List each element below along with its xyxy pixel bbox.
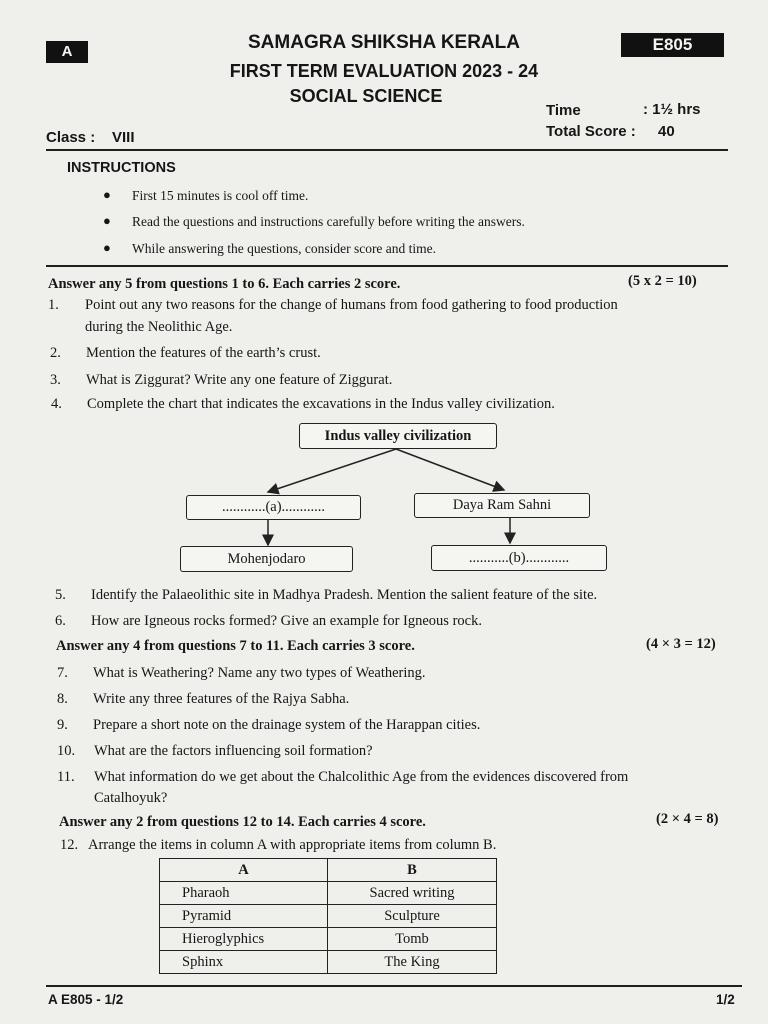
section-marks: (4 × 3 = 12)	[646, 636, 716, 652]
match-table	[159, 858, 497, 974]
table-header-row	[160, 859, 497, 882]
class-label: Class :	[46, 129, 96, 146]
section-marks: (2 × 4 = 8)	[656, 811, 719, 827]
class-value: VIII	[112, 129, 135, 146]
footer-page-number: 1/2	[716, 992, 735, 1007]
bullet-icon: ●	[103, 240, 111, 255]
chart-root-box: Indus valley civilization	[299, 423, 497, 449]
section-heading: Answer any 4 from questions 7 to 11. Each carries 3 score.	[56, 638, 415, 654]
total-score-value: 40	[658, 123, 675, 140]
column-a-header: A	[160, 859, 328, 882]
bullet-icon: ●	[103, 213, 111, 228]
footer-divider	[46, 985, 742, 987]
section-marks: (5 x 2 = 10)	[628, 273, 697, 289]
paper-code-badge: E805	[621, 33, 724, 57]
chart-daya-ram-sahni-box: Daya Ram Sahni	[414, 493, 590, 518]
subject-title: SOCIAL SCIENCE	[289, 86, 443, 106]
table-row: Sphinx The King	[160, 951, 497, 974]
table-row: Pyramid Sculpture	[160, 905, 497, 928]
chart-blank-a-box[interactable]: ............(a)............	[186, 495, 361, 520]
table-row: Pharaoh Sacred writing	[160, 882, 497, 905]
column-b-header: B	[328, 859, 497, 882]
organization-title: SAMAGRA SHIKSHA KERALA	[248, 32, 520, 53]
set-badge: A	[46, 41, 88, 63]
section-heading: Answer any 5 from questions 1 to 6. Each carries 2 score.	[48, 276, 401, 292]
footer-page-code: A E805 - 1/2	[48, 992, 124, 1007]
instructions-title: INSTRUCTIONS	[67, 160, 176, 176]
exam-title: FIRST TERM EVALUATION 2023 - 24	[229, 61, 539, 81]
time-value: : 1½ hrs	[643, 101, 701, 118]
total-score-label: Total Score :	[546, 123, 636, 140]
table-row: Hieroglyphics Tomb	[160, 928, 497, 951]
chart-mohenjodaro-box: Mohenjodaro	[180, 546, 353, 572]
section-heading: Answer any 2 from questions 12 to 14. Each carries 4 score.	[59, 814, 426, 830]
time-label: Time	[546, 102, 581, 119]
chart-blank-b-box[interactable]: ...........(b)............	[431, 545, 607, 571]
bullet-icon: ●	[103, 187, 111, 202]
